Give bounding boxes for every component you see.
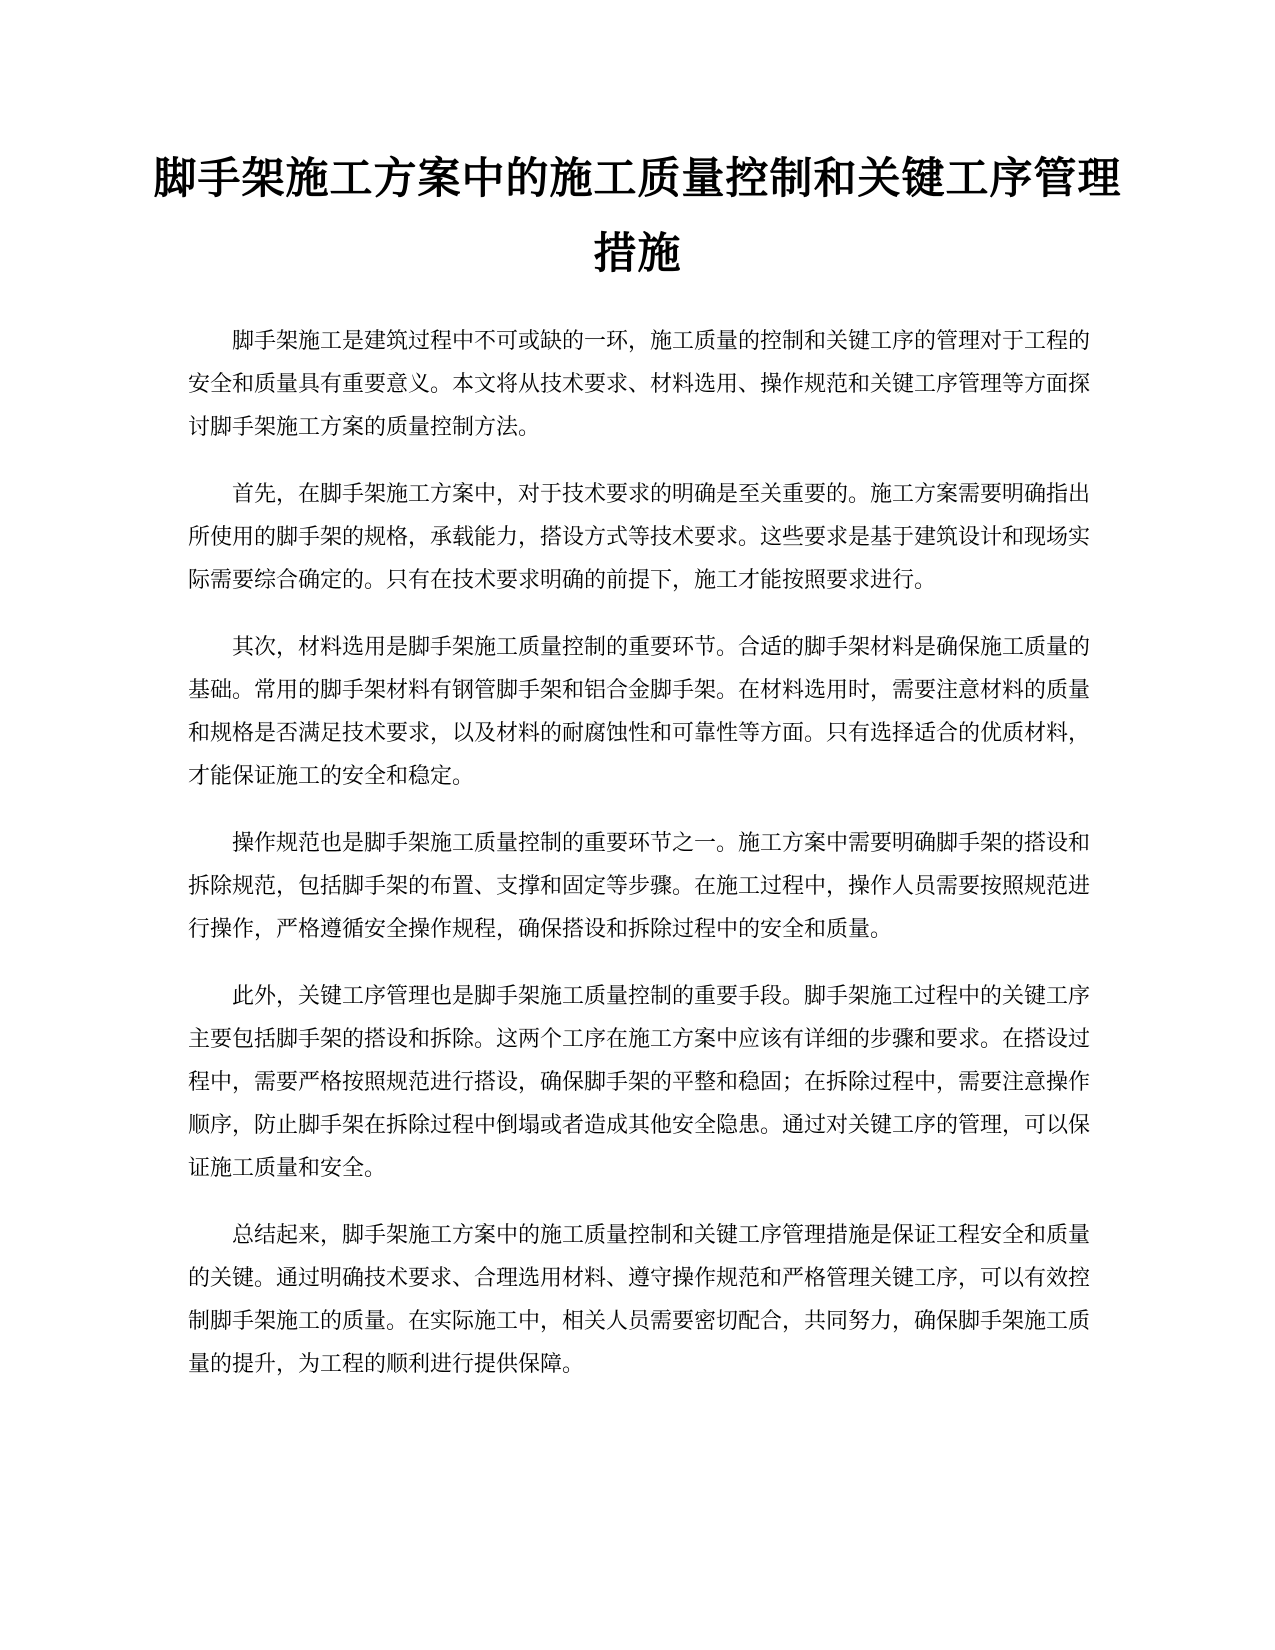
paragraph-intro: 脚手架施工是建筑过程中不可或缺的一环，施工质量的控制和关键工序的管理对于工程的安全和质量具有重要意义。本文将从技术要求、材料选用、操作规范和关键工序管理等方面探讨脚手架施工方案的质量控制方法。: [188, 329, 1091, 440]
paragraph-material-selection: 其次，材料选用是脚手架施工质量控制的重要环节。合适的脚手架材料是确保施工质量的基础。常用的脚手架材料有钢管脚手架和铝合金脚手架。在材料选用时，需要注意材料的质量和规格是否满足技术要求，以及材料的耐腐蚀性和可靠性等方面。只有选择适合的优质材料，才能保证施工的安全和稳定。: [188, 635, 1091, 789]
paragraph-operating-standards: 操作规范也是脚手架施工质量控制的重要环节之一。施工方案中需要明确脚手架的搭设和拆除规范，包括脚手架的布置、支撑和固定等步骤。在施工过程中，操作人员需要按照规范进行操作，严格遵循安全操作规程，确保搭设和拆除过程中的安全和质量。: [188, 831, 1091, 942]
paragraph-technical-requirements: 首先，在脚手架施工方案中，对于技术要求的明确是至关重要的。施工方案需要明确指出所使用的脚手架的规格，承载能力，搭设方式等技术要求。这些要求是基于建筑设计和现场实际需要综合确定的。只有在技术要求明确的前提下，施工才能按照要求进行。: [188, 482, 1091, 593]
paragraph-key-process-management: 此外，关键工序管理也是脚手架施工质量控制的重要手段。脚手架施工过程中的关键工序主要包括脚手架的搭设和拆除。这两个工序在施工方案中应该有详细的步骤和要求。在搭设过程中，需要严格按照规范进行搭设，确保脚手架的平整和稳固；在拆除过程中，需要注意操作顺序，防止脚手架在拆除过程中倒塌或者造成其他安全隐患。通过对关键工序的管理，可以保证施工质量和安全。: [188, 984, 1091, 1181]
document-body: [188, 320, 1090, 1410]
document-title: 脚手架施工方案中的施工质量控制和关键工序管理措施: [153, 154, 1122, 279]
paragraph-conclusion: 总结起来，脚手架施工方案中的施工质量控制和关键工序管理措施是保证工程安全和质量的关键。通过明确技术要求、合理选用材料、遵守操作规范和严格管理关键工序，可以有效控制脚手架施工的质量。在实际施工中，相关人员需要密切配合，共同努力，确保脚手架施工质量的提升，为工程的顺利进行提供保障。: [188, 1223, 1091, 1377]
